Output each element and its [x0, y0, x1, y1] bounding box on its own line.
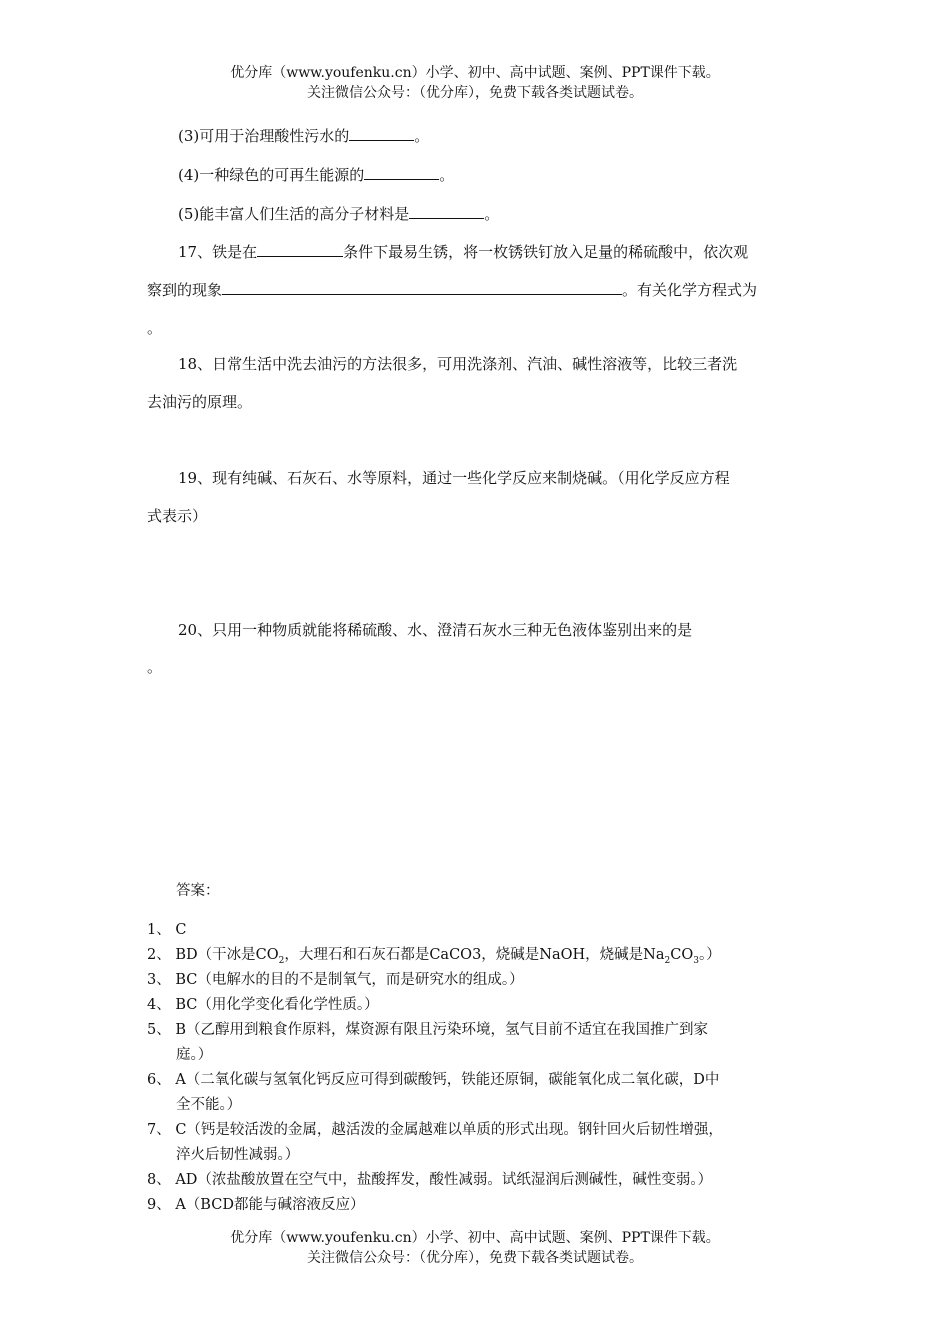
question-16-3-text: (3)可用于治理酸性污水的	[178, 127, 350, 145]
answer-7-line1: 7、 C（钙是较活泼的金属，越活泼的金属越难以单质的形式出现。钢针回火后韧性增强，	[147, 1122, 723, 1138]
answer-2-pre: 2、 BD（干冰是CO	[147, 947, 279, 963]
question-16-3-end: 。	[414, 127, 430, 145]
question-16-5-text: (5)能丰富人们生活的高分子材料是	[178, 205, 410, 223]
question-17-part3: 察到的现象	[147, 281, 223, 299]
answer-5-line2: 庭。）	[176, 1047, 213, 1063]
subscript: 2	[664, 955, 671, 966]
page-footer-line2: 关注微信公众号：（优分库），免费下载各类试题试卷。	[307, 1250, 643, 1266]
subscript: 2	[278, 955, 285, 966]
answer-3: 3、 BC（电解水的目的不是制氧气，而是研究水的组成。）	[147, 972, 524, 988]
question-19-line1: 19、现有纯碱、石灰石、水等原料，通过一些化学反应来制烧碱。（用化学反应方程	[178, 469, 730, 487]
question-20-line2: 。	[147, 658, 163, 676]
question-18-line2: 去油污的原理。	[147, 393, 253, 411]
answer-blank	[364, 166, 439, 180]
answer-7-line2: 淬火后韧性减弱。）	[176, 1147, 300, 1163]
answer-4: 4、 BC（用化学变化看化学性质。）	[147, 997, 379, 1013]
answer-2-mid2: CO	[670, 947, 694, 963]
answer-blank	[409, 205, 484, 219]
answer-blank	[257, 243, 343, 257]
page-header-line2: 关注微信公众号：（优分库），免费下载各类试题试卷。	[307, 85, 643, 101]
answer-1: 1、 C	[147, 922, 187, 938]
question-17-line2	[147, 279, 757, 300]
question-19-line2: 式表示）	[147, 507, 208, 525]
answer-blank	[349, 127, 414, 141]
question-17-part2: 条件下最易生锈，将一枚锈铁钉放入足量的稀硫酸中，依次观	[343, 243, 749, 261]
question-17-part4: 。有关化学方程式为	[622, 281, 758, 299]
answer-9: 9、 A（BCD都能与碱溶液反应）	[147, 1197, 365, 1213]
answer-2-mid: ，大理石和石灰石都是CaCO3，烧碱是NaOH，烧碱是Na	[284, 947, 665, 963]
answers-heading: 答案：	[176, 883, 220, 899]
answer-6-line2: 全不能。）	[176, 1097, 242, 1113]
subscript: 3	[693, 955, 699, 966]
question-16-4-end: 。	[439, 166, 455, 184]
answer-8: 8、 AD（浓盐酸放置在空气中，盐酸挥发，酸性减弱。试纸湿润后测碱性，碱性变弱。）	[147, 1172, 713, 1188]
question-16-4	[178, 164, 454, 185]
question-20-line1: 20、只用一种物质就能将稀硫酸、水、澄清石灰水三种无色液体鉴别出来的是	[178, 621, 693, 639]
answer-2-end: 。）	[698, 947, 721, 963]
question-16-5	[178, 203, 499, 224]
question-16-3	[178, 125, 429, 146]
question-17-line3: 。	[147, 319, 163, 337]
page-footer-line1: 优分库（www.youfenku.cn）小学、初中、高中试题、案例、PPT课件下载。	[230, 1230, 720, 1246]
answer-6-line1: 6、 A（二氧化碳与氢氧化钙反应可得到碳酸钙，铁能还原铜，碳能氧化成二氧化碳，D中	[147, 1072, 720, 1088]
page-header-line1: 优分库（www.youfenku.cn）小学、初中、高中试题、案例、PPT课件下载。	[230, 65, 720, 81]
answer-5-line1: 5、 B（乙醇用到粮食作原料，煤资源有限且污染环境，氢气目前不适宜在我国推广到家	[147, 1022, 708, 1038]
answer-blank	[222, 281, 622, 295]
question-17-line1	[178, 241, 748, 262]
answer-2	[147, 943, 721, 966]
question-16-5-end: 。	[484, 205, 500, 223]
question-16-4-text: (4)一种绿色的可再生能源的	[178, 166, 365, 184]
question-17-part1: 17、铁是在	[178, 243, 258, 261]
question-18-line1: 18、日常生活中洗去油污的方法很多，可用洗涤剂、汽油、碱性溶液等，比较三者洗	[178, 355, 738, 373]
